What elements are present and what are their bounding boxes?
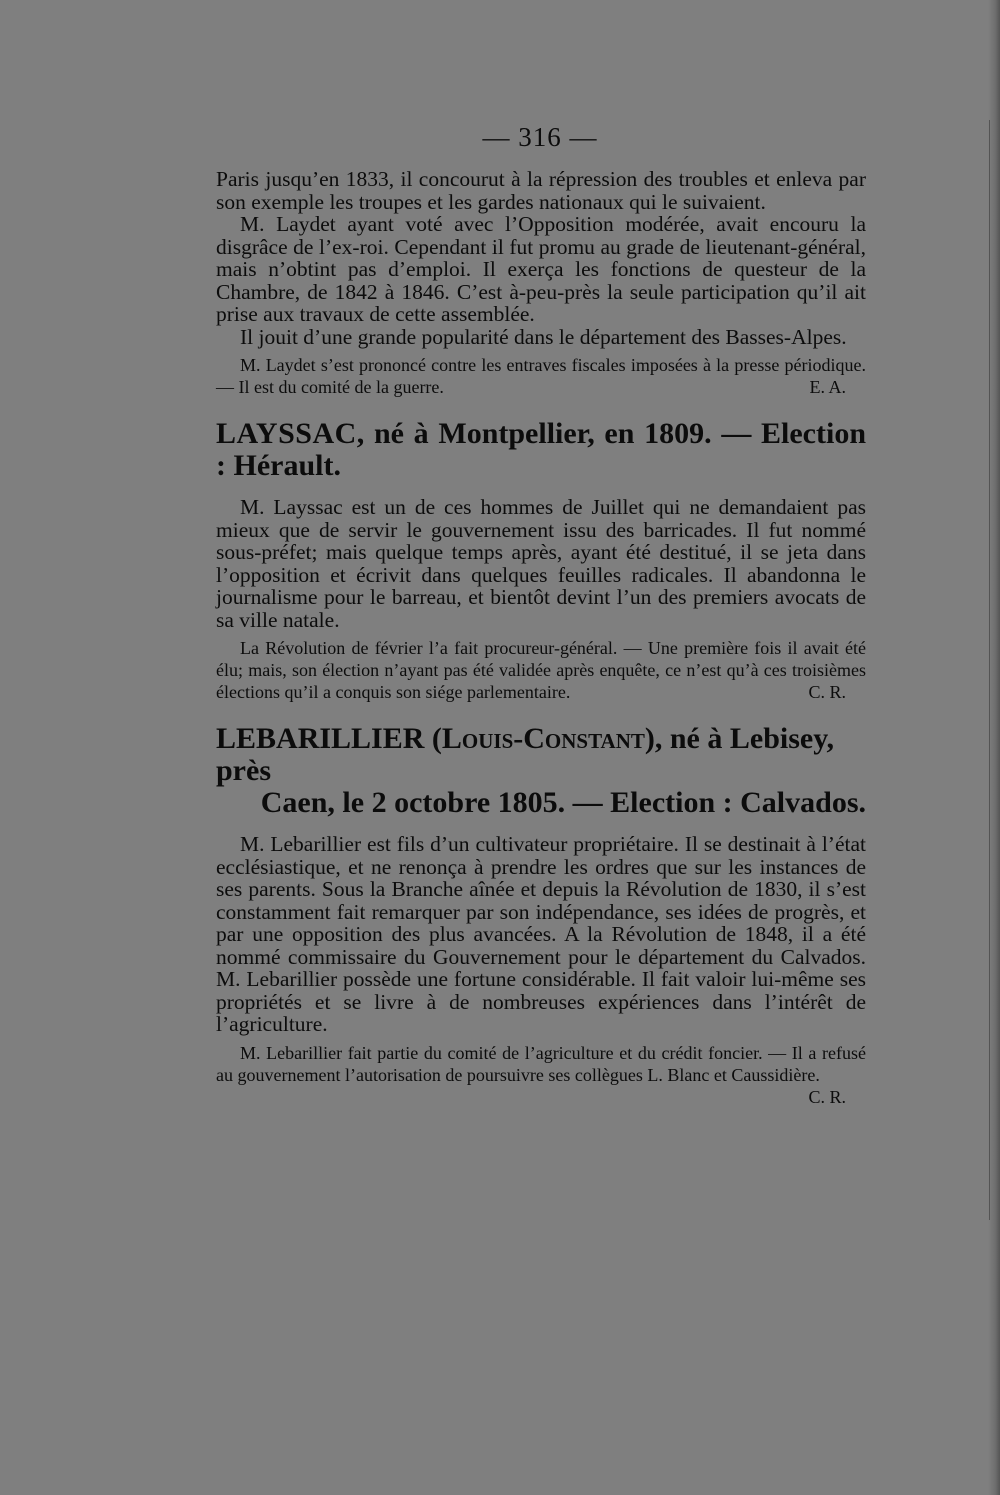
- lebarillier-given-names: (Louis-Constant),: [431, 722, 663, 755]
- layssac-note-text: La Révolution de février l’a fait procureur-général. — Une première fois il avait été élu; mais, son élection n’ayant pas été validée après enquête, ce n’est qu’à ces troisièmes élections qu’il a conquis son siége parlementaire.: [216, 638, 866, 702]
- layssac-signature: C. R.: [808, 682, 846, 702]
- laydet-paragraph-1: Paris jusqu’en 1833, il concourut à la répression des troubles et enleva par son exemple les troupes et les gardes nationaux qui le suivaient.: [216, 167, 866, 214]
- laydet-paragraph-2: M. Laydet ayant voté avec l’Opposition modérée, avait encouru la disgrâce de l’ex-roi. Cependant il fut promu au grade de lieutenant-général, mais n’obtint pas d’emploi. Il exerça les fonctions de questeur de la Chambre, de 1842 à 1846. C’est à-peu-près la seule participation qu’il ait prise aux travaux de cette assemblée.: [216, 212, 866, 326]
- laydet-note: [216, 354, 866, 398]
- layssac-paragraph-1: M. Layssac est un de ces hommes de Juillet qui ne demandaient pas mieux que de servir le gouvernement issu des barricades. Il fut nommé sous-préfet; mais quelque temps après, ayant été destitué, il se jeta dans l’opposition et écrivit dans quelques feuilles radicales. Il abandonna le journalisme pour le barreau, et bientôt devint l’un des premiers avocats de sa ville natale.: [216, 495, 866, 632]
- entry-laydet: [216, 168, 866, 398]
- laydet-signature: E. A.: [809, 377, 846, 397]
- lebarillier-note: [216, 1042, 866, 1107]
- layssac-note: [216, 637, 866, 703]
- laydet-paragraph-3: Il jouit d’une grande popularité dans le département des Basses-Alpes.: [240, 324, 847, 349]
- lebarillier-note-text: M. Lebarillier fait partie du comité de l’agriculture et du crédit foncier. — Il a refusé au gouvernement l’autorisation de poursuivre ses collègues L. Blanc et Caussidière.: [216, 1042, 866, 1085]
- lebarillier-paragraph-1: M. Lebarillier est fils d’un cultivateur propriétaire. Il se destinait à l’état ecclésiastique, et ne renonça à prendre les ordres que sur les instances de ses parents. Sous la Branche aînée et depuis la Révolution de 1830, il s’est constamment fait remarquer par son indépendance, ses idées de progrès, et par une opposition des plus avancées. A la Révolution de 1848, il a été nommé commissaire du Gouvernement pour le département du Calvados. M. Lebarillier possède une fortune considérable. Il fait valoir lui-même ses propriétés et se livre à de nombreuses expériences dans l’intérêt de l’agriculture.: [216, 832, 866, 1036]
- layssac-heading: [216, 418, 866, 482]
- text-column: [216, 168, 866, 1108]
- lebarillier-name: LEBARILLIER: [216, 722, 425, 755]
- page-number: — 316 —: [482, 122, 598, 152]
- binding-line: [989, 120, 990, 1220]
- laydet-note-text: M. Laydet s’est prononcé contre les entraves fiscales imposées à la presse périodique. — Il est du comité de la guerre.: [216, 355, 866, 397]
- entry-layssac: [216, 418, 866, 703]
- entry-lebarillier: [216, 722, 866, 1107]
- lebarillier-birthplace: né à Lebisey, près: [216, 722, 835, 787]
- layssac-name: LAYSSAC: [216, 417, 357, 450]
- layssac-heading-details: , né à Montpellier, en 1809. — Election : Hérault.: [216, 417, 866, 482]
- lebarillier-heading: [216, 723, 866, 819]
- lebarillier-heading-line-2: Caen, le 2 octobre 1805. — Election : Calvados.: [260, 786, 866, 819]
- lebarillier-signature: C. R.: [808, 1086, 846, 1107]
